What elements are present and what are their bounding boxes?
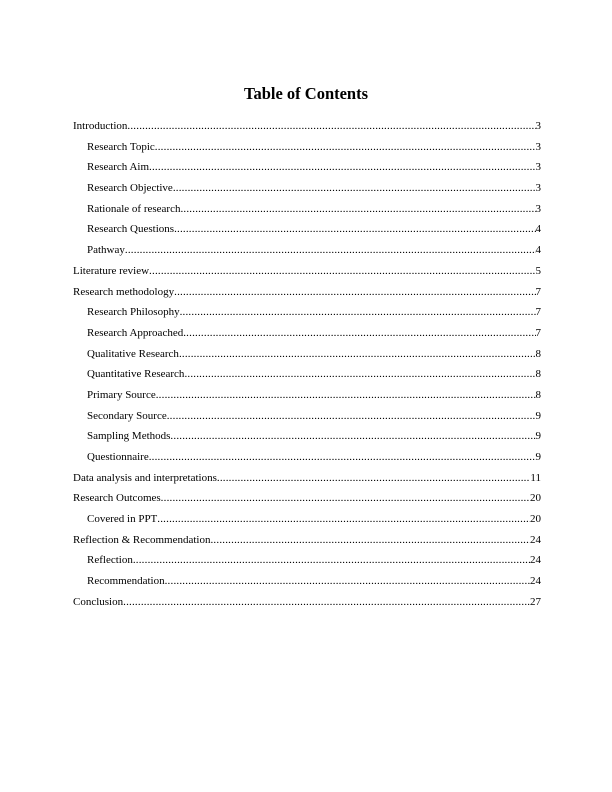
- toc-entry-text: Qualitative Research: [87, 347, 179, 360]
- toc-entry-text: Reflection & Recommendation: [73, 533, 211, 546]
- toc-leader-dots: [157, 509, 530, 530]
- toc-leader-dots: [210, 530, 530, 551]
- toc-leader-dots: [184, 364, 535, 385]
- toc-entry-text: Research Approached: [87, 326, 184, 339]
- toc-entry-text: Literature review: [73, 264, 150, 277]
- toc-page-number: 11: [530, 471, 541, 484]
- toc-entry[interactable]: [73, 157, 541, 178]
- toc-entry[interactable]: [73, 530, 541, 551]
- toc-page-number: 3: [535, 202, 541, 215]
- toc-entry-text: Recommendation: [87, 575, 165, 588]
- toc-entry-text: Covered in PPT: [87, 513, 158, 526]
- toc-entry-text: Sampling Methods: [87, 430, 171, 443]
- toc-entry[interactable]: [73, 261, 541, 282]
- toc-leader-dots: [149, 447, 536, 468]
- toc-entry-text: Questionnaire: [87, 451, 149, 463]
- toc-entry[interactable]: [73, 550, 541, 571]
- toc-leader-dots: [127, 116, 535, 137]
- toc-entry[interactable]: [73, 323, 541, 344]
- toc-entry-text: Reflection: [87, 554, 133, 567]
- toc-page-number: 7: [535, 326, 541, 339]
- toc-page-number: 9: [535, 451, 541, 463]
- toc-entry[interactable]: [73, 571, 541, 592]
- toc-leader-dots: [125, 240, 536, 261]
- toc-entry[interactable]: [73, 240, 541, 261]
- toc-leader-dots: [155, 137, 536, 158]
- toc-page-number: 3: [535, 182, 541, 195]
- toc-page-number: 3: [535, 161, 541, 174]
- toc-entry[interactable]: [73, 488, 541, 509]
- toc-entry-text: Quantitative Research: [87, 368, 185, 381]
- toc-entry-text: Research Objective: [87, 182, 173, 195]
- toc-entry-text: Research Outcomes: [73, 492, 161, 505]
- toc-page-number: 9: [535, 430, 541, 443]
- toc-page-number: 4: [535, 223, 541, 236]
- toc-entry-text: Research Questions: [87, 223, 175, 236]
- toc-entry[interactable]: [73, 302, 541, 323]
- toc-leader-dots: [179, 344, 536, 365]
- toc-entry[interactable]: [73, 178, 541, 199]
- toc-page-number: 20: [530, 492, 541, 505]
- toc-leader-dots: [123, 592, 530, 613]
- toc-entry-text: Secondary Source: [87, 409, 167, 422]
- toc-leader-dots: [170, 426, 535, 447]
- toc-entry[interactable]: [73, 468, 541, 489]
- toc-entry-text: Research Aim: [87, 161, 150, 174]
- toc-leader-dots: [149, 261, 535, 282]
- toc-page-number: 9: [535, 409, 541, 422]
- toc-list: [73, 116, 541, 613]
- toc-page-number: 4: [535, 244, 541, 257]
- toc-leader-dots: [180, 302, 536, 323]
- toc-page-number: 8: [535, 388, 541, 401]
- toc-page-number: 24: [530, 533, 541, 546]
- toc-entry[interactable]: [73, 385, 541, 406]
- toc-entry[interactable]: [73, 406, 541, 427]
- toc-leader-dots: [149, 157, 535, 178]
- toc-leader-dots: [183, 323, 535, 344]
- toc-entry[interactable]: [73, 137, 541, 158]
- toc-leader-dots: [165, 571, 530, 592]
- toc-entry[interactable]: [73, 592, 541, 613]
- toc-leader-dots: [156, 385, 536, 406]
- toc-page-number: 20: [530, 513, 541, 526]
- toc-page-number: 3: [535, 120, 541, 132]
- toc-entry[interactable]: [73, 426, 541, 447]
- toc-entry-text: Conclusion: [73, 595, 124, 608]
- toc-entry-text: Data analysis and interpretations: [73, 471, 217, 484]
- toc-entry[interactable]: [73, 219, 541, 240]
- toc-leader-dots: [217, 468, 531, 489]
- toc-title: Table of Contents: [243, 84, 369, 103]
- toc-entry-text: Research methodology: [73, 285, 175, 298]
- toc-page-number: 8: [535, 368, 541, 381]
- toc-page-number: 7: [535, 285, 541, 298]
- toc-entry-text: Pathway: [87, 244, 125, 257]
- toc-page-number: 3: [535, 140, 541, 153]
- toc-page-number: 7: [535, 306, 541, 319]
- toc-entry-text: Primary Source: [87, 388, 156, 401]
- toc-leader-dots: [173, 178, 536, 199]
- toc-entry[interactable]: [73, 282, 541, 303]
- toc-page-number: 27: [530, 595, 541, 608]
- toc-leader-dots: [167, 406, 536, 427]
- toc-entry[interactable]: [73, 509, 541, 530]
- toc-entry[interactable]: [73, 344, 541, 365]
- toc-page-number: 24: [530, 575, 541, 588]
- toc-page-number: 8: [535, 347, 541, 360]
- toc-entry[interactable]: [73, 199, 541, 220]
- toc-entry-text: Rationale of research: [87, 202, 181, 215]
- toc-entry-text: Research Philosophy: [87, 306, 180, 319]
- toc-entry[interactable]: [73, 364, 541, 385]
- toc-entry[interactable]: [73, 116, 541, 137]
- toc-entry[interactable]: [73, 447, 541, 468]
- toc-page-number: 24: [530, 554, 541, 567]
- toc-leader-dots: [133, 550, 530, 571]
- toc-leader-dots: [161, 488, 530, 509]
- toc-entry-text: Research Topic: [87, 140, 155, 153]
- toc-leader-dots: [174, 219, 535, 240]
- toc-entry-text: Introduction: [73, 120, 128, 132]
- toc-leader-dots: [174, 282, 535, 303]
- toc-page-number: 5: [535, 264, 541, 277]
- toc-leader-dots: [180, 199, 535, 220]
